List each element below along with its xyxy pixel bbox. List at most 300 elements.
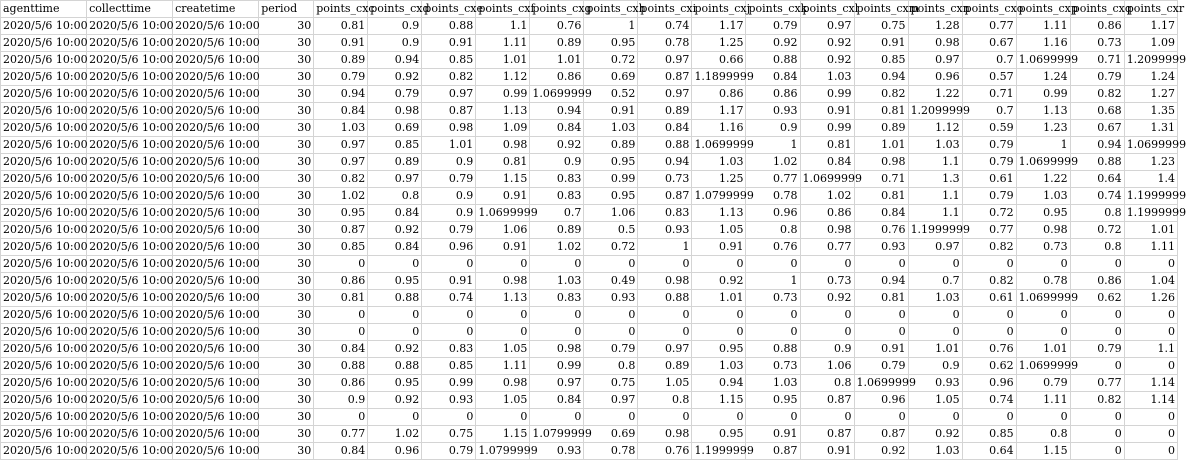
table-cell[interactable]: 0.79: [962, 154, 1016, 171]
table-cell[interactable]: 0.61: [962, 290, 1016, 307]
table-cell[interactable]: 1.23: [1124, 154, 1177, 171]
table-cell[interactable]: 30: [259, 256, 314, 273]
table-cell[interactable]: 0.89: [314, 52, 368, 69]
table-cell[interactable]: 2020/5/6 10:00: [173, 324, 259, 341]
table-cell[interactable]: 0.97: [422, 86, 476, 103]
table-cell[interactable]: 0.84: [530, 120, 584, 137]
table-cell[interactable]: 0.94: [854, 69, 908, 86]
table-cell[interactable]: 1.0799999: [692, 188, 746, 205]
table-cell[interactable]: 0.73: [638, 171, 692, 188]
table-cell[interactable]: 0.93: [422, 392, 476, 409]
table-cell[interactable]: 0.75: [584, 375, 638, 392]
table-cell[interactable]: 1.13: [476, 290, 530, 307]
table-cell[interactable]: 1.03: [800, 69, 854, 86]
table-cell[interactable]: 0.86: [746, 86, 800, 103]
table-cell[interactable]: 1.0699999: [1016, 52, 1070, 69]
table-cell[interactable]: 1.14: [1124, 375, 1177, 392]
table-cell[interactable]: 0: [962, 409, 1016, 426]
table-cell[interactable]: 0: [908, 256, 962, 273]
table-cell[interactable]: 0: [800, 256, 854, 273]
table-cell[interactable]: 1.15: [1016, 443, 1070, 460]
table-cell[interactable]: 0.64: [1070, 171, 1124, 188]
table-cell[interactable]: 1.16: [1016, 35, 1070, 52]
table-cell[interactable]: 2020/5/6 10:00: [1, 392, 87, 409]
table-cell[interactable]: 0: [638, 409, 692, 426]
table-cell[interactable]: 1.1999999: [1124, 205, 1177, 222]
table-cell[interactable]: 0.77: [746, 171, 800, 188]
table-cell[interactable]: 0.97: [368, 171, 422, 188]
table-cell[interactable]: 0.92: [368, 341, 422, 358]
table-cell[interactable]: 1.11: [1016, 18, 1070, 35]
table-cell[interactable]: 0.78: [584, 443, 638, 460]
table-cell[interactable]: 1.03: [1016, 188, 1070, 205]
table-cell[interactable]: 0.7: [962, 103, 1016, 120]
table-cell[interactable]: 0.99: [800, 86, 854, 103]
table-cell[interactable]: 0: [800, 324, 854, 341]
table-cell[interactable]: 2020/5/6 10:00: [173, 409, 259, 426]
table-cell[interactable]: 1.03: [692, 358, 746, 375]
table-cell[interactable]: 0: [692, 409, 746, 426]
table-cell[interactable]: 2020/5/6 10:00: [87, 392, 173, 409]
table-cell[interactable]: 1.13: [476, 103, 530, 120]
table-cell[interactable]: 2020/5/6 10:00: [173, 392, 259, 409]
table-cell[interactable]: 0.92: [692, 273, 746, 290]
table-cell[interactable]: 0.87: [746, 443, 800, 460]
table-cell[interactable]: 0: [368, 256, 422, 273]
table-cell[interactable]: 0.81: [476, 154, 530, 171]
table-cell[interactable]: 0.97: [908, 239, 962, 256]
table-cell[interactable]: 30: [259, 290, 314, 307]
table-cell[interactable]: 1.01: [908, 341, 962, 358]
table-cell[interactable]: 0.91: [692, 239, 746, 256]
table-cell[interactable]: 0.66: [692, 52, 746, 69]
table-cell[interactable]: 1.03: [908, 443, 962, 460]
table-cell[interactable]: 30: [259, 205, 314, 222]
table-cell[interactable]: 1: [638, 239, 692, 256]
table-cell[interactable]: 2020/5/6 10:00: [1, 52, 87, 69]
table-cell[interactable]: 1: [746, 273, 800, 290]
table-cell[interactable]: 0: [746, 256, 800, 273]
table-cell[interactable]: 0: [1016, 324, 1070, 341]
table-cell[interactable]: 1.0699999: [530, 86, 584, 103]
table-cell[interactable]: 0.94: [530, 103, 584, 120]
table-cell[interactable]: 0.98: [476, 273, 530, 290]
table-cell[interactable]: 0.98: [908, 35, 962, 52]
table-cell[interactable]: 2020/5/6 10:00: [87, 290, 173, 307]
table-cell[interactable]: 0: [1016, 256, 1070, 273]
table-cell[interactable]: 1.15: [692, 392, 746, 409]
table-cell[interactable]: 0.92: [368, 69, 422, 86]
table-cell[interactable]: 0.72: [1070, 222, 1124, 239]
table-cell[interactable]: 0.79: [422, 222, 476, 239]
table-cell[interactable]: 2020/5/6 10:00: [87, 239, 173, 256]
table-cell[interactable]: 2020/5/6 10:00: [1, 307, 87, 324]
column-header-cell[interactable]: points_cxn: [908, 1, 962, 18]
table-cell[interactable]: 2020/5/6 10:00: [1, 205, 87, 222]
table-cell[interactable]: 0.84: [638, 120, 692, 137]
table-cell[interactable]: 1.01: [1124, 222, 1177, 239]
table-cell[interactable]: 2020/5/6 10:00: [1, 256, 87, 273]
table-cell[interactable]: 0.93: [746, 103, 800, 120]
table-cell[interactable]: 0.75: [422, 426, 476, 443]
table-cell[interactable]: 0.98: [638, 273, 692, 290]
table-cell[interactable]: 0.9: [368, 18, 422, 35]
table-cell[interactable]: 0: [746, 409, 800, 426]
table-cell[interactable]: 0.84: [314, 443, 368, 460]
table-cell[interactable]: 2020/5/6 10:00: [1, 273, 87, 290]
table-cell[interactable]: 1.25: [692, 35, 746, 52]
table-cell[interactable]: 0: [584, 307, 638, 324]
table-cell[interactable]: 0.9: [746, 120, 800, 137]
table-cell[interactable]: 0.96: [962, 375, 1016, 392]
table-cell[interactable]: 2020/5/6 10:00: [87, 256, 173, 273]
table-cell[interactable]: 0.84: [368, 239, 422, 256]
table-cell[interactable]: 2020/5/6 10:00: [87, 426, 173, 443]
table-cell[interactable]: 0.82: [962, 239, 1016, 256]
table-cell[interactable]: 0: [530, 307, 584, 324]
table-cell[interactable]: 0.93: [908, 375, 962, 392]
table-cell[interactable]: 1.17: [1124, 18, 1177, 35]
table-cell[interactable]: 1.01: [530, 52, 584, 69]
table-cell[interactable]: 1.03: [692, 154, 746, 171]
table-cell[interactable]: 0.77: [314, 426, 368, 443]
table-cell[interactable]: 0.9: [800, 341, 854, 358]
table-cell[interactable]: 0.86: [692, 86, 746, 103]
table-cell[interactable]: 30: [259, 154, 314, 171]
table-cell[interactable]: 1.0799999: [476, 443, 530, 460]
table-cell[interactable]: 0: [962, 324, 1016, 341]
table-cell[interactable]: 2020/5/6 10:00: [87, 52, 173, 69]
table-cell[interactable]: 0.9: [422, 188, 476, 205]
table-cell[interactable]: 1.2099999: [908, 103, 962, 120]
table-cell[interactable]: 0: [746, 307, 800, 324]
table-cell[interactable]: 0.8: [1070, 239, 1124, 256]
column-header-cell[interactable]: agenttime: [1, 1, 87, 18]
table-cell[interactable]: 0.83: [638, 205, 692, 222]
table-cell[interactable]: 0.95: [368, 375, 422, 392]
table-cell[interactable]: 0.84: [314, 103, 368, 120]
table-cell[interactable]: 2020/5/6 10:00: [173, 120, 259, 137]
table-cell[interactable]: 0: [854, 409, 908, 426]
table-cell[interactable]: 0.82: [422, 69, 476, 86]
table-cell[interactable]: 0: [1124, 358, 1177, 375]
table-cell[interactable]: 0: [1070, 256, 1124, 273]
table-cell[interactable]: 0.92: [530, 137, 584, 154]
table-cell[interactable]: 1.0799999: [530, 426, 584, 443]
table-cell[interactable]: 0.87: [638, 69, 692, 86]
table-cell[interactable]: 1: [584, 18, 638, 35]
table-cell[interactable]: 0.84: [854, 205, 908, 222]
table-cell[interactable]: 0: [476, 409, 530, 426]
table-cell[interactable]: 0.94: [854, 273, 908, 290]
table-cell[interactable]: 0.86: [800, 205, 854, 222]
table-cell[interactable]: 0.92: [746, 35, 800, 52]
table-cell[interactable]: 0.81: [314, 18, 368, 35]
table-cell[interactable]: 0.8: [1016, 426, 1070, 443]
table-cell[interactable]: 0.69: [584, 69, 638, 86]
table-cell[interactable]: 0: [1124, 426, 1177, 443]
table-cell[interactable]: 0.79: [584, 341, 638, 358]
table-cell[interactable]: 0.79: [962, 137, 1016, 154]
table-cell[interactable]: 2020/5/6 10:00: [87, 188, 173, 205]
table-cell[interactable]: 0.87: [800, 392, 854, 409]
table-cell[interactable]: 0: [908, 409, 962, 426]
table-cell[interactable]: 1.13: [1016, 103, 1070, 120]
table-cell[interactable]: 2020/5/6 10:00: [173, 35, 259, 52]
table-cell[interactable]: 0.89: [584, 137, 638, 154]
table-cell[interactable]: 2020/5/6 10:00: [1, 103, 87, 120]
table-cell[interactable]: 30: [259, 35, 314, 52]
table-cell[interactable]: 2020/5/6 10:00: [173, 171, 259, 188]
table-cell[interactable]: 0.91: [422, 273, 476, 290]
column-header-cell[interactable]: points_cxg: [530, 1, 584, 18]
table-cell[interactable]: 30: [259, 392, 314, 409]
table-cell[interactable]: 2020/5/6 10:00: [173, 69, 259, 86]
table-cell[interactable]: 0.77: [962, 222, 1016, 239]
table-cell[interactable]: 2020/5/6 10:00: [87, 409, 173, 426]
table-cell[interactable]: 2020/5/6 10:00: [87, 103, 173, 120]
table-cell[interactable]: 0.52: [584, 86, 638, 103]
table-cell[interactable]: 0.89: [854, 120, 908, 137]
table-cell[interactable]: 0: [584, 409, 638, 426]
table-cell[interactable]: 0.99: [476, 86, 530, 103]
column-header-cell[interactable]: createtime: [173, 1, 259, 18]
table-cell[interactable]: 30: [259, 239, 314, 256]
table-cell[interactable]: 1.02: [314, 188, 368, 205]
table-cell[interactable]: 0: [800, 307, 854, 324]
table-cell[interactable]: 0.5: [584, 222, 638, 239]
table-cell[interactable]: 0.79: [314, 69, 368, 86]
table-cell[interactable]: 0.74: [962, 392, 1016, 409]
table-cell[interactable]: 0.62: [1070, 290, 1124, 307]
table-cell[interactable]: 0.85: [422, 52, 476, 69]
table-cell[interactable]: 0: [314, 324, 368, 341]
table-cell[interactable]: 0: [800, 409, 854, 426]
table-cell[interactable]: 1.1: [908, 154, 962, 171]
table-cell[interactable]: 2020/5/6 10:00: [173, 86, 259, 103]
table-cell[interactable]: 0.73: [800, 273, 854, 290]
table-cell[interactable]: 0.91: [800, 103, 854, 120]
table-cell[interactable]: 0.99: [422, 375, 476, 392]
table-cell[interactable]: 2020/5/6 10:00: [87, 120, 173, 137]
table-cell[interactable]: 0.89: [530, 35, 584, 52]
table-cell[interactable]: 1.0699999: [800, 171, 854, 188]
table-cell[interactable]: 0.98: [476, 137, 530, 154]
table-cell[interactable]: 0: [1124, 324, 1177, 341]
table-cell[interactable]: 2020/5/6 10:00: [173, 52, 259, 69]
table-cell[interactable]: 0.98: [800, 222, 854, 239]
table-cell[interactable]: 0.74: [1070, 188, 1124, 205]
table-cell[interactable]: 30: [259, 443, 314, 460]
table-cell[interactable]: 0: [908, 307, 962, 324]
table-cell[interactable]: 0.99: [584, 171, 638, 188]
table-cell[interactable]: 0.76: [530, 18, 584, 35]
column-header-cell[interactable]: points_cxr: [1124, 1, 1177, 18]
table-cell[interactable]: 1.11: [1016, 392, 1070, 409]
table-cell[interactable]: 1.0699999: [1124, 137, 1177, 154]
table-cell[interactable]: 0: [530, 324, 584, 341]
table-cell[interactable]: 0.88: [746, 341, 800, 358]
column-header-cell[interactable]: points_cxi: [638, 1, 692, 18]
table-cell[interactable]: 0.7: [908, 273, 962, 290]
table-cell[interactable]: 0.82: [1070, 392, 1124, 409]
table-cell[interactable]: 1.04: [1124, 273, 1177, 290]
table-cell[interactable]: 2020/5/6 10:00: [1, 154, 87, 171]
table-cell[interactable]: 0.79: [854, 358, 908, 375]
table-cell[interactable]: 0.8: [638, 392, 692, 409]
table-cell[interactable]: 1.05: [692, 222, 746, 239]
table-cell[interactable]: 0: [530, 256, 584, 273]
table-cell[interactable]: 0.96: [368, 443, 422, 460]
table-cell[interactable]: 0.98: [530, 341, 584, 358]
table-cell[interactable]: 1.05: [638, 375, 692, 392]
table-cell[interactable]: 0.95: [314, 205, 368, 222]
table-cell[interactable]: 0: [1124, 307, 1177, 324]
table-cell[interactable]: 1.1999999: [1124, 188, 1177, 205]
table-cell[interactable]: 0.68: [1070, 103, 1124, 120]
table-cell[interactable]: 2020/5/6 10:00: [87, 137, 173, 154]
table-cell[interactable]: 0.74: [638, 18, 692, 35]
table-cell[interactable]: 1.14: [1124, 392, 1177, 409]
table-cell[interactable]: 0.97: [314, 137, 368, 154]
column-header-cell[interactable]: points_cxp: [1016, 1, 1070, 18]
table-cell[interactable]: 0.91: [476, 188, 530, 205]
table-cell[interactable]: 0: [854, 307, 908, 324]
table-cell[interactable]: 30: [259, 52, 314, 69]
table-cell[interactable]: 30: [259, 324, 314, 341]
table-cell[interactable]: 0.85: [854, 52, 908, 69]
table-cell[interactable]: 0.84: [314, 341, 368, 358]
table-cell[interactable]: 0.9: [908, 358, 962, 375]
table-cell[interactable]: 30: [259, 409, 314, 426]
table-cell[interactable]: 0.79: [962, 188, 1016, 205]
table-cell[interactable]: 0.83: [530, 290, 584, 307]
table-cell[interactable]: 0.73: [1016, 239, 1070, 256]
table-cell[interactable]: 2020/5/6 10:00: [173, 426, 259, 443]
table-cell[interactable]: 0.86: [1070, 273, 1124, 290]
table-cell[interactable]: 2020/5/6 10:00: [173, 358, 259, 375]
table-cell[interactable]: 2020/5/6 10:00: [87, 375, 173, 392]
table-cell[interactable]: 0.91: [746, 426, 800, 443]
table-cell[interactable]: 1.02: [368, 426, 422, 443]
table-cell[interactable]: 0.91: [476, 239, 530, 256]
table-cell[interactable]: 1.03: [530, 273, 584, 290]
table-cell[interactable]: 30: [259, 171, 314, 188]
table-cell[interactable]: 0.97: [314, 154, 368, 171]
table-cell[interactable]: 0.91: [800, 443, 854, 460]
table-cell[interactable]: 30: [259, 188, 314, 205]
table-cell[interactable]: 0.89: [530, 222, 584, 239]
table-cell[interactable]: 2020/5/6 10:00: [1, 35, 87, 52]
table-cell[interactable]: 0: [854, 324, 908, 341]
table-cell[interactable]: 30: [259, 358, 314, 375]
table-cell[interactable]: 2020/5/6 10:00: [173, 18, 259, 35]
table-cell[interactable]: 0.98: [476, 375, 530, 392]
table-cell[interactable]: 0.89: [368, 154, 422, 171]
table-cell[interactable]: 1.02: [746, 154, 800, 171]
table-cell[interactable]: 0: [692, 256, 746, 273]
table-cell[interactable]: 0.77: [800, 239, 854, 256]
table-cell[interactable]: 1.06: [476, 222, 530, 239]
table-cell[interactable]: 0.64: [962, 443, 1016, 460]
table-cell[interactable]: 0.88: [314, 358, 368, 375]
table-cell[interactable]: 1.2099999: [1124, 52, 1177, 69]
table-cell[interactable]: 0.88: [638, 137, 692, 154]
table-cell[interactable]: 0.82: [854, 86, 908, 103]
table-cell[interactable]: 30: [259, 103, 314, 120]
table-cell[interactable]: 0.84: [530, 392, 584, 409]
table-cell[interactable]: 1.03: [584, 120, 638, 137]
table-cell[interactable]: 1.35: [1124, 103, 1177, 120]
table-cell[interactable]: 0.81: [854, 103, 908, 120]
table-cell[interactable]: 2020/5/6 10:00: [173, 239, 259, 256]
table-cell[interactable]: 1.01: [476, 52, 530, 69]
column-header-cell[interactable]: points_cxq: [1070, 1, 1124, 18]
table-cell[interactable]: 0.88: [638, 290, 692, 307]
table-cell[interactable]: 1.1: [1124, 341, 1177, 358]
table-cell[interactable]: 0.86: [314, 273, 368, 290]
table-cell[interactable]: 1.09: [476, 120, 530, 137]
table-cell[interactable]: 0.7: [530, 205, 584, 222]
table-cell[interactable]: 0.95: [1016, 205, 1070, 222]
table-cell[interactable]: 2020/5/6 10:00: [87, 171, 173, 188]
table-cell[interactable]: 0.84: [800, 154, 854, 171]
table-cell[interactable]: 0.8: [584, 358, 638, 375]
table-cell[interactable]: 1.3: [908, 171, 962, 188]
table-cell[interactable]: 1.28: [908, 18, 962, 35]
table-cell[interactable]: 0.79: [422, 171, 476, 188]
table-cell[interactable]: 2020/5/6 10:00: [87, 69, 173, 86]
table-cell[interactable]: 0.92: [908, 426, 962, 443]
table-cell[interactable]: 1.01: [422, 137, 476, 154]
table-cell[interactable]: 0.96: [746, 205, 800, 222]
table-cell[interactable]: 2020/5/6 10:00: [1, 18, 87, 35]
table-cell[interactable]: 30: [259, 18, 314, 35]
column-header-cell[interactable]: points_cxo: [962, 1, 1016, 18]
table-cell[interactable]: 0.72: [584, 239, 638, 256]
table-cell[interactable]: 0.97: [584, 392, 638, 409]
table-cell[interactable]: 0: [476, 324, 530, 341]
table-cell[interactable]: 1.0699999: [1016, 290, 1070, 307]
table-cell[interactable]: 0.92: [368, 392, 422, 409]
table-cell[interactable]: 0.76: [962, 341, 1016, 358]
table-cell[interactable]: 0.98: [638, 426, 692, 443]
table-cell[interactable]: 1.0699999: [1016, 358, 1070, 375]
table-cell[interactable]: 0.98: [1016, 222, 1070, 239]
table-cell[interactable]: 0.49: [584, 273, 638, 290]
table-cell[interactable]: 2020/5/6 10:00: [87, 307, 173, 324]
column-header-cell[interactable]: points_cxh: [584, 1, 638, 18]
table-cell[interactable]: 2020/5/6 10:00: [1, 341, 87, 358]
table-cell[interactable]: 0: [692, 307, 746, 324]
table-cell[interactable]: 0: [314, 256, 368, 273]
table-cell[interactable]: 0.87: [800, 426, 854, 443]
table-cell[interactable]: 0.76: [746, 239, 800, 256]
table-cell[interactable]: 2020/5/6 10:00: [1, 443, 87, 460]
table-cell[interactable]: 0: [1070, 324, 1124, 341]
table-cell[interactable]: 0: [1124, 256, 1177, 273]
table-cell[interactable]: 2020/5/6 10:00: [1, 375, 87, 392]
table-cell[interactable]: 0.87: [638, 188, 692, 205]
table-cell[interactable]: 0.57: [962, 69, 1016, 86]
table-cell[interactable]: 0.95: [368, 273, 422, 290]
table-cell[interactable]: 2020/5/6 10:00: [173, 256, 259, 273]
table-cell[interactable]: 2020/5/6 10:00: [173, 205, 259, 222]
table-cell[interactable]: 0.78: [1016, 273, 1070, 290]
table-cell[interactable]: 2020/5/6 10:00: [1, 358, 87, 375]
table-cell[interactable]: 1.02: [800, 188, 854, 205]
table-cell[interactable]: 0: [422, 256, 476, 273]
